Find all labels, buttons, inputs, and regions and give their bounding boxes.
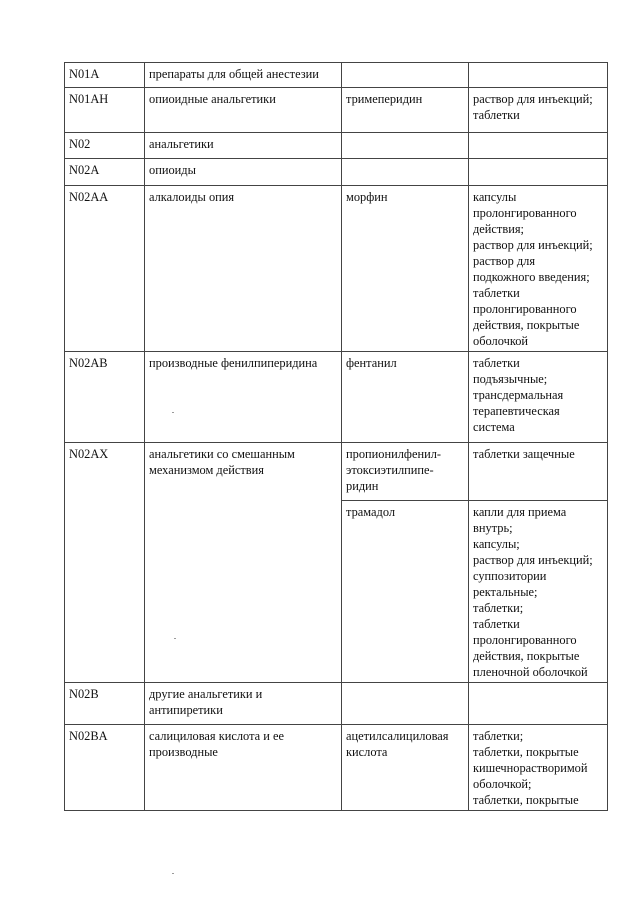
- group-name-cell: анальгетики: [145, 133, 342, 159]
- scan-speck: [172, 873, 174, 874]
- atc-code-cell: N02B: [65, 683, 145, 725]
- atc-code-cell: N02AB: [65, 352, 145, 443]
- drug-name-cell: ацетилсалициловая кислота: [342, 725, 469, 811]
- atc-code-cell: N02AA: [65, 186, 145, 352]
- group-name-cell: опиоиды: [145, 159, 342, 186]
- drug-name-cell: [342, 63, 469, 88]
- dosage-form-cell: таблетки защечные: [469, 443, 608, 501]
- table-row: [65, 133, 608, 159]
- drug-name-cell: пропионилфенил- этоксиэтилпипе- ридин: [342, 443, 469, 501]
- drug-name-cell: [342, 159, 469, 186]
- scan-speck: [174, 638, 176, 639]
- dosage-form-cell: [469, 683, 608, 725]
- dosage-form-cell: капли для приема внутрь; капсулы; раствор для инъекций; суппозитории ректальные; таблетки; таблетки пролонгированного действия, покрытые пленочной оболочкой: [469, 501, 608, 683]
- table-row: [65, 683, 608, 725]
- table-row: [65, 186, 608, 352]
- table-body: [65, 63, 608, 811]
- dosage-form-cell: [469, 133, 608, 159]
- group-name-cell: препараты для общей анестезии: [145, 63, 342, 88]
- dosage-form-cell: капсулы пролонгированного действия; раствор для инъекций; раствор для подкожного введения; таблетки пролонгированного действия, покрытые оболочкой: [469, 186, 608, 352]
- atc-code-cell: N02AX: [65, 443, 145, 683]
- table-row: [65, 159, 608, 186]
- atc-code-cell: N01AH: [65, 88, 145, 133]
- group-name-cell: другие анальгетики и антипиретики: [145, 683, 342, 725]
- group-name-cell: салициловая кислота и ее производные: [145, 725, 342, 811]
- dosage-form-cell: [469, 63, 608, 88]
- group-name-cell: анальгетики со смешанным механизмом действия: [145, 443, 342, 683]
- table-row: [65, 352, 608, 443]
- table-row: [65, 725, 608, 811]
- dosage-form-cell: раствор для инъекций; таблетки: [469, 88, 608, 133]
- group-name-cell: алкалоиды опия: [145, 186, 342, 352]
- dosage-form-cell: [469, 159, 608, 186]
- atc-code-cell: N02BA: [65, 725, 145, 811]
- drug-name-cell: тримеперидин: [342, 88, 469, 133]
- table-row: [65, 443, 608, 501]
- group-name-cell: опиоидные анальгетики: [145, 88, 342, 133]
- drug-classification-table: [64, 62, 608, 811]
- dosage-form-cell: таблетки подъязычные; трансдермальная терапевтическая система: [469, 352, 608, 443]
- atc-code-cell: N01A: [65, 63, 145, 88]
- atc-code-cell: N02A: [65, 159, 145, 186]
- group-name-cell: производные фенилпиперидина: [145, 352, 342, 443]
- drug-name-cell: [342, 683, 469, 725]
- dosage-form-cell: таблетки; таблетки, покрытые кишечнорастворимой оболочкой; таблетки, покрытые: [469, 725, 608, 811]
- drug-name-cell: [342, 133, 469, 159]
- atc-code-cell: N02: [65, 133, 145, 159]
- table-row: [65, 88, 608, 133]
- drug-name-cell: трамадол: [342, 501, 469, 683]
- scan-speck: [172, 412, 174, 413]
- table-row: [65, 63, 608, 88]
- drug-name-cell: фентанил: [342, 352, 469, 443]
- drug-name-cell: морфин: [342, 186, 469, 352]
